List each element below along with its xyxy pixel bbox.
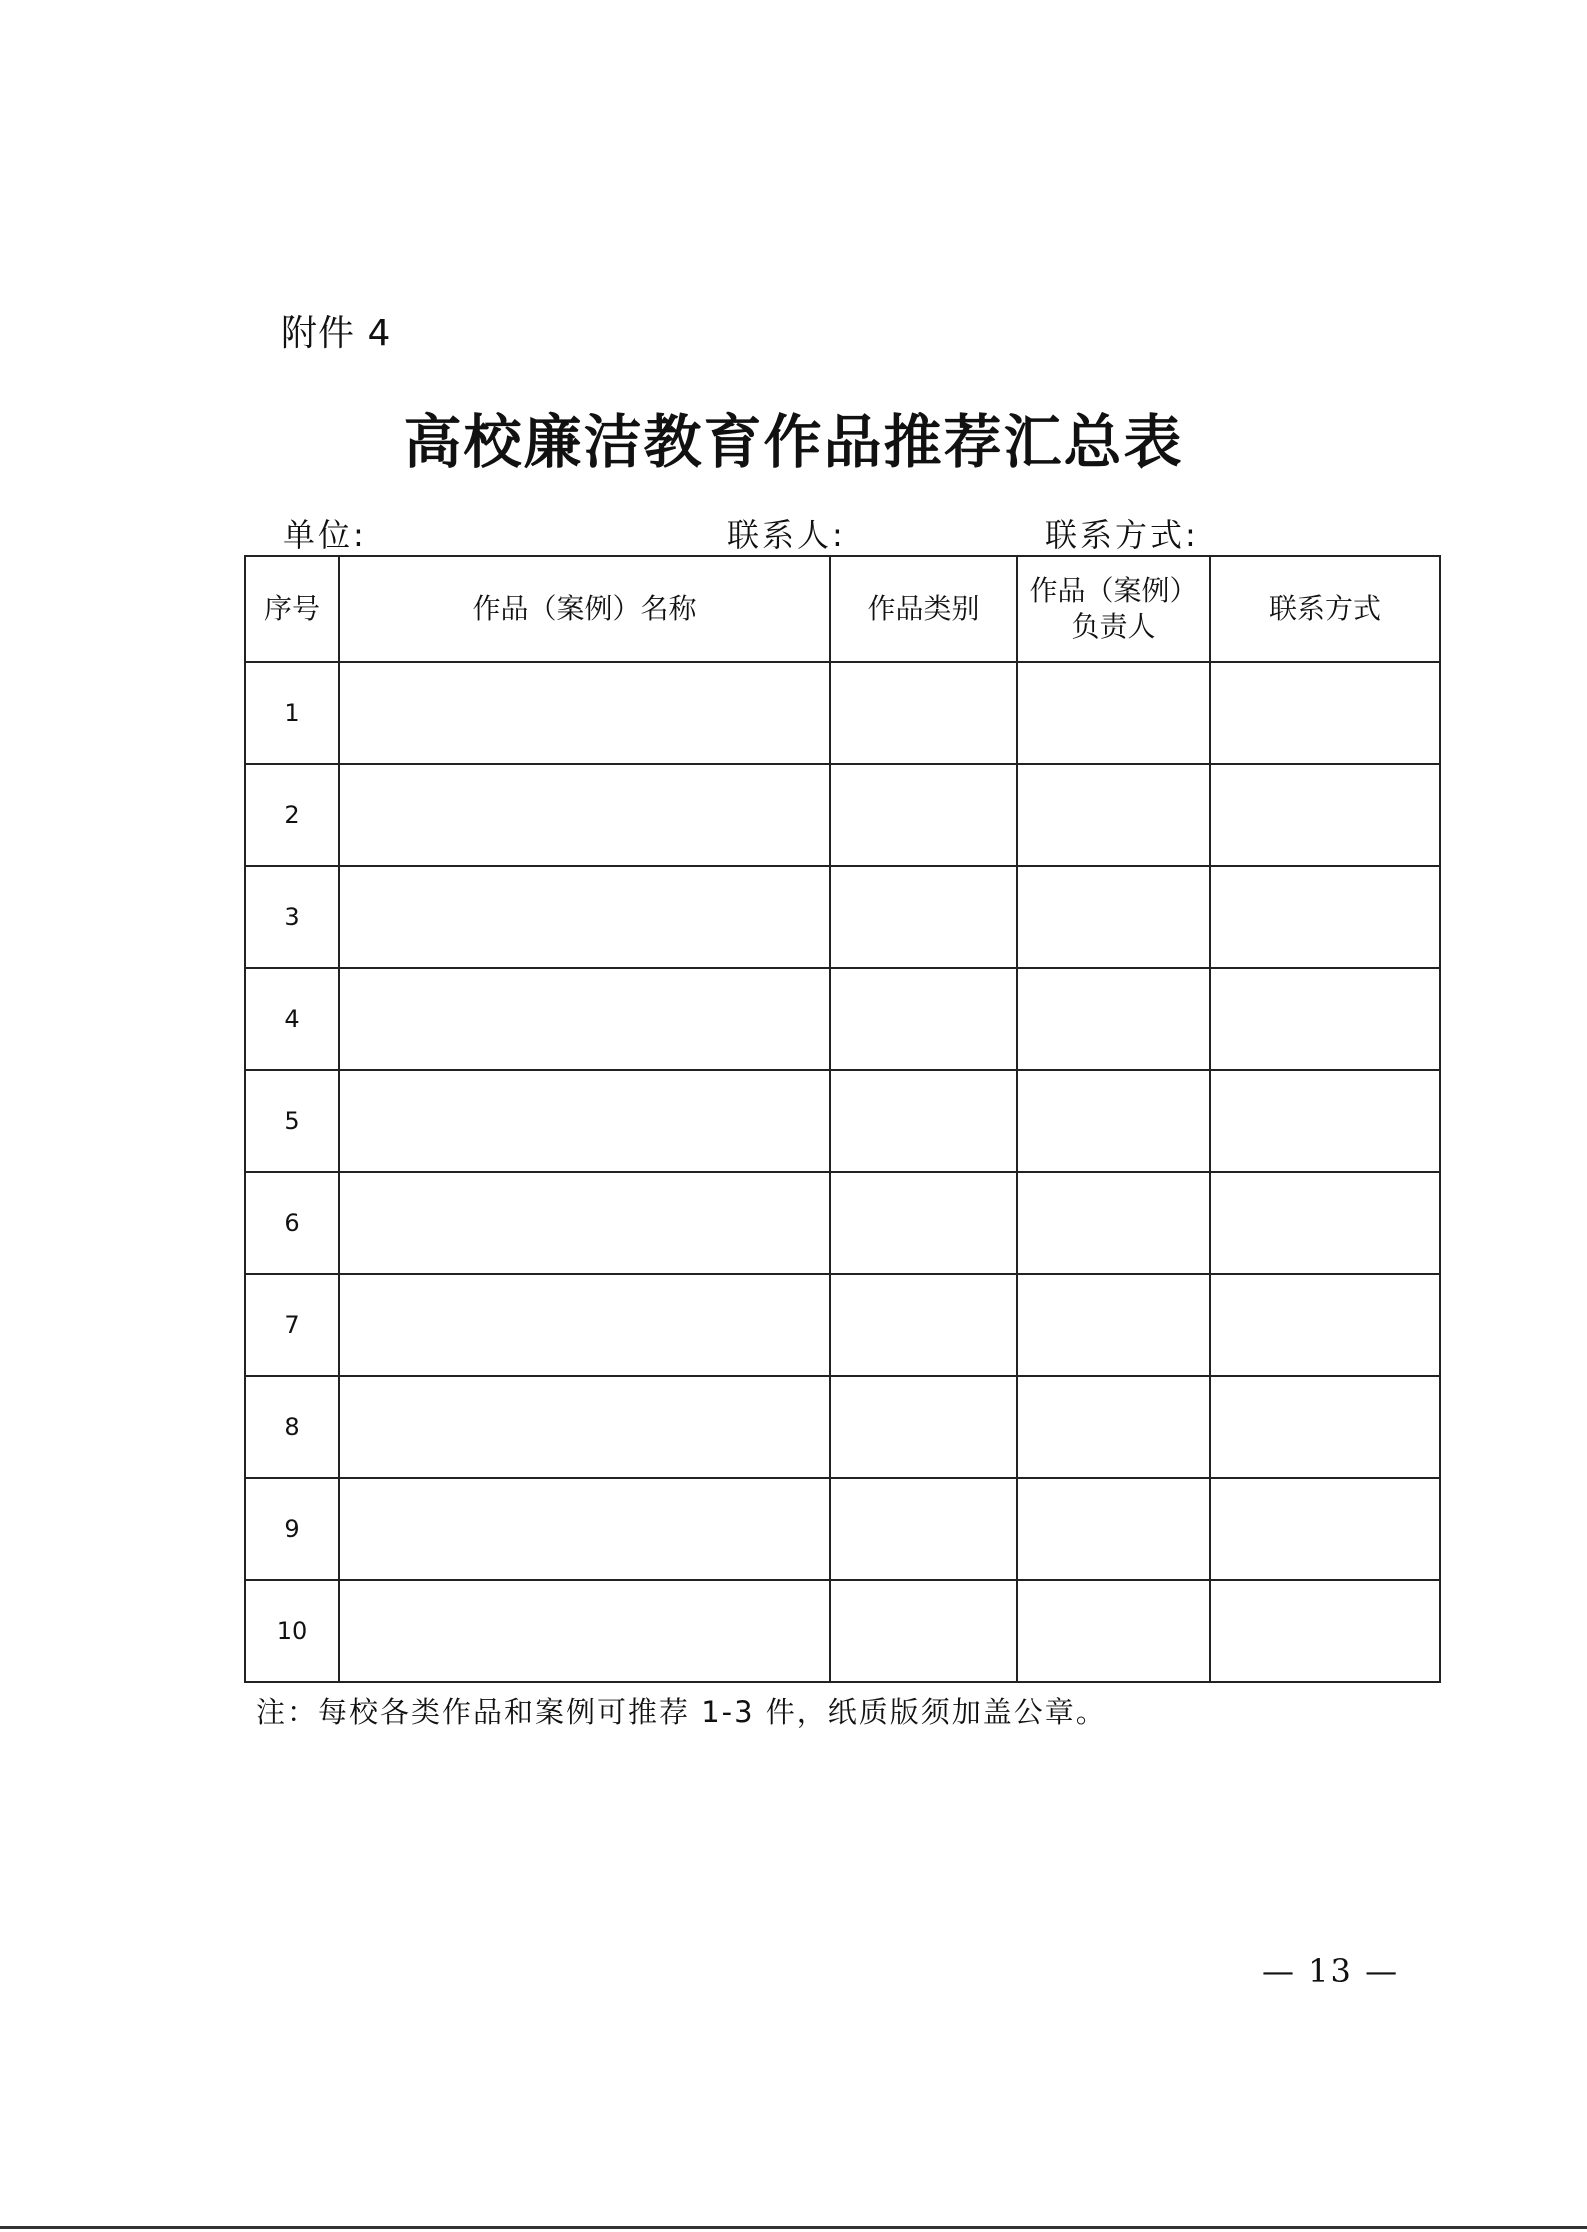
unit-label: 单位:	[283, 516, 367, 554]
cell-owner[interactable]	[1017, 764, 1210, 866]
cell-work-name[interactable]	[339, 1580, 830, 1682]
cell-owner[interactable]	[1017, 866, 1210, 968]
cell-contact[interactable]	[1210, 1580, 1440, 1682]
header-owner	[1017, 556, 1210, 662]
table-row	[245, 1070, 1440, 1172]
cell-contact[interactable]	[1210, 1478, 1440, 1580]
row-index: 8	[245, 1376, 339, 1478]
cell-work-name[interactable]	[339, 1172, 830, 1274]
table-note: 注：每校各类作品和案例可推荐 1-3 件，纸质版须加盖公章。	[256, 1695, 1107, 1729]
cell-work-name[interactable]	[339, 662, 830, 764]
cell-category[interactable]	[830, 1376, 1017, 1478]
cell-owner[interactable]	[1017, 1070, 1210, 1172]
table-row	[245, 968, 1440, 1070]
table-row	[245, 662, 1440, 764]
cell-category[interactable]	[830, 968, 1017, 1070]
cell-contact[interactable]	[1210, 1274, 1440, 1376]
contact-person-label: 联系人:	[727, 516, 846, 554]
row-index: 3	[245, 866, 339, 968]
cell-category[interactable]	[830, 1172, 1017, 1274]
cell-category[interactable]	[830, 662, 1017, 764]
cell-owner[interactable]	[1017, 1172, 1210, 1274]
table-row	[245, 764, 1440, 866]
attachment-label: 附件 4	[281, 313, 392, 354]
document-title: 高校廉洁教育作品推荐汇总表	[403, 408, 1184, 476]
cell-contact[interactable]	[1210, 1376, 1440, 1478]
cell-work-name[interactable]	[339, 1376, 830, 1478]
cell-work-name[interactable]	[339, 1274, 830, 1376]
header-work-name: 作品（案例）名称	[339, 556, 830, 662]
cell-work-name[interactable]	[339, 968, 830, 1070]
table-header-row	[245, 556, 1440, 662]
header-owner-line2: 负责人	[1071, 610, 1156, 643]
table-row	[245, 1580, 1440, 1682]
cell-contact[interactable]	[1210, 662, 1440, 764]
header-contact: 联系方式	[1210, 556, 1440, 662]
row-index: 10	[245, 1580, 339, 1682]
row-index: 7	[245, 1274, 339, 1376]
bottom-rule-divider	[0, 2226, 1587, 2229]
cell-work-name[interactable]	[339, 764, 830, 866]
table-row	[245, 1172, 1440, 1274]
table-row	[245, 1478, 1440, 1580]
cell-owner[interactable]	[1017, 968, 1210, 1070]
cell-owner[interactable]	[1017, 1376, 1210, 1478]
cell-owner[interactable]	[1017, 1478, 1210, 1580]
row-index: 6	[245, 1172, 339, 1274]
cell-work-name[interactable]	[339, 1478, 830, 1580]
header-category: 作品类别	[830, 556, 1017, 662]
cell-contact[interactable]	[1210, 968, 1440, 1070]
cell-owner[interactable]	[1017, 1580, 1210, 1682]
row-index: 5	[245, 1070, 339, 1172]
contact-method-label: 联系方式:	[1045, 516, 1199, 554]
cell-contact[interactable]	[1210, 1172, 1440, 1274]
cell-category[interactable]	[830, 1274, 1017, 1376]
table-row	[245, 1376, 1440, 1478]
cell-owner[interactable]	[1017, 1274, 1210, 1376]
page-number: — 13 —	[1262, 1952, 1400, 1990]
cell-contact[interactable]	[1210, 1070, 1440, 1172]
cell-work-name[interactable]	[339, 1070, 830, 1172]
cell-category[interactable]	[830, 764, 1017, 866]
cell-category[interactable]	[830, 1478, 1017, 1580]
cell-owner[interactable]	[1017, 662, 1210, 764]
row-index: 9	[245, 1478, 339, 1580]
cell-contact[interactable]	[1210, 866, 1440, 968]
cell-category[interactable]	[830, 1580, 1017, 1682]
cell-category[interactable]	[830, 1070, 1017, 1172]
cell-contact[interactable]	[1210, 764, 1440, 866]
recommendation-summary-table	[244, 555, 1441, 1683]
row-index: 4	[245, 968, 339, 1070]
row-index: 1	[245, 662, 339, 764]
cell-category[interactable]	[830, 866, 1017, 968]
header-index: 序号	[245, 556, 339, 662]
header-owner-line1: 作品（案例）	[1029, 574, 1198, 607]
table-row	[245, 1274, 1440, 1376]
table-row	[245, 866, 1440, 968]
row-index: 2	[245, 764, 339, 866]
cell-work-name[interactable]	[339, 866, 830, 968]
